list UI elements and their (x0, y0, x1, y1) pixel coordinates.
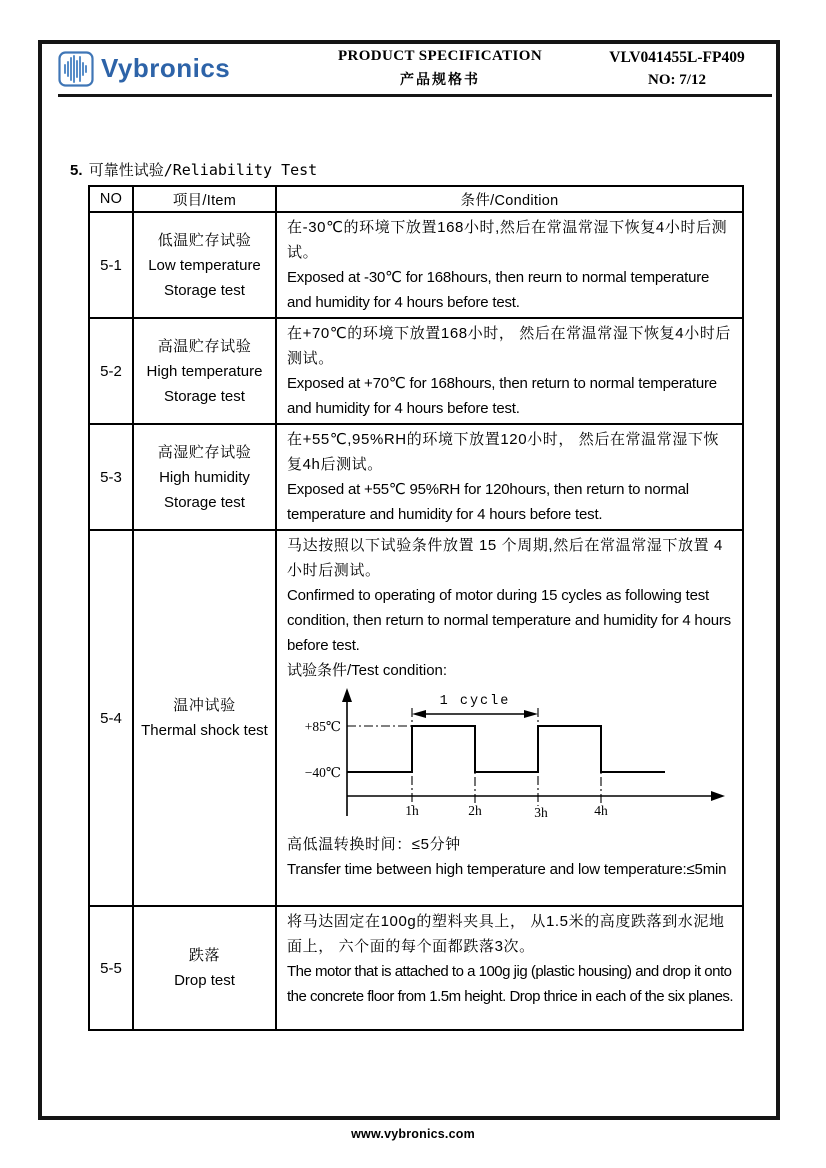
reliability-test-table (88, 185, 744, 1031)
logo-text: Vybronics (101, 53, 231, 83)
cycle-label: 1 cycle (439, 694, 511, 709)
section-number: 5. (70, 162, 83, 179)
x-tick-3h: 3h (534, 805, 548, 820)
condition-zh: 将马达固定在100g的塑料夹具上， 从1.5米的高度跌落到水泥地面上， 六个面的每个面都跌落3次。 (287, 913, 725, 955)
item-cell (133, 424, 276, 530)
condition-en: Exposed at -30℃ for 168hours, then reurn to normal temperature and humidity for 4 hours before test. (287, 269, 710, 311)
item-cell (133, 318, 276, 424)
transfer-time-zh: 高低温转换时间：≤5分钟 (287, 836, 461, 853)
condition-zh: 在+55℃,95%RH的环境下放置120小时， 然后在常温常湿下恢复4h后测试。 (287, 431, 720, 473)
condition-zh: 马达按照以下试验条件放置 15 个周期,然后在常温常湿下放置 4 小时后测试。 (287, 537, 723, 579)
page-number: NO: 7/12 (648, 71, 706, 88)
condition-en: Confirmed to operating of motor during 15 cycles as following test condition, then return to normal temperature and humidity for 4 hours before test. (287, 587, 731, 654)
condition-cell (276, 212, 743, 318)
condition-en: The motor that is attached to a 100g jig (plastic housing) and drop it onto the concrete floor from 1.5m height. Drop thrice in each of the six planes. (287, 963, 734, 1005)
vybronics-logo (58, 51, 296, 87)
page-frame (38, 40, 780, 1120)
item-zh: 高湿贮存试验 (157, 443, 252, 461)
transfer-time-en: Transfer time between high temperature and low temperature:≤5min (287, 861, 727, 878)
item-cell (133, 212, 276, 318)
table-row (89, 318, 743, 424)
row-no-cell: 5-4 (89, 530, 133, 906)
section-heading (70, 159, 776, 180)
vybronics-waveform-icon (58, 51, 94, 87)
condition-cell (276, 906, 743, 1030)
item-en: High temperature Storage test (146, 362, 263, 405)
item-zh: 跌落 (188, 947, 221, 964)
item-zh: 低温贮存试验 (157, 231, 252, 249)
x-axis-arrow (711, 791, 725, 801)
condition-cell (276, 318, 743, 424)
row-no-cell: 5-3 (89, 424, 133, 530)
x-tick-2h: 2h (468, 803, 482, 818)
row-no-cell: 5-1 (89, 212, 133, 318)
row-no-cell: 5-2 (89, 318, 133, 424)
table-row (89, 212, 743, 318)
thermal-shock-diagram (287, 684, 734, 832)
item-zh: 高温贮存试验 (157, 337, 252, 355)
item-en: High humidity Storage test (159, 468, 250, 511)
col-header-no: NO (89, 186, 133, 212)
col-header-item: 项目/Item (133, 186, 276, 212)
item-zh: 温冲试验 (173, 697, 236, 714)
item-cell (133, 530, 276, 906)
thermal-shock-cycle-chart (287, 684, 739, 824)
cycle-span-arrow (412, 710, 538, 718)
row-no-cell: 5-5 (89, 906, 133, 1030)
section-title: 可靠性试验/Reliability Test (88, 161, 318, 179)
document-header (58, 44, 772, 97)
x-tick-4h: 4h (594, 803, 608, 818)
item-en: Thermal shock test (141, 722, 268, 739)
col-header-condition: 条件/Condition (276, 186, 743, 212)
x-tick-1h: 1h (405, 803, 419, 818)
header-title-block (296, 48, 584, 89)
condition-cell (276, 530, 743, 906)
condition-zh: 在+70℃的环境下放置168小时， 然后在常温常湿下恢复4小时后测试。 (287, 325, 732, 367)
y-axis-arrow (342, 688, 352, 702)
condition-zh: 在-30℃的环境下放置168小时,然后在常温常湿下恢复4小时后测试。 (287, 219, 728, 261)
square-wave (347, 726, 665, 772)
footer-website: www.vybronics.com (351, 1127, 475, 1141)
test-condition-label: 试验条件/Test condition: (287, 662, 448, 679)
table-row (89, 906, 743, 1030)
table-row (89, 424, 743, 530)
item-cell (133, 906, 276, 1030)
condition-en: Exposed at +55℃ 95%RH for 120hours, then return to normal temperature and humidity for 4 hours before test. (287, 481, 689, 523)
table-header-row (89, 186, 743, 212)
item-en: Low temperature Storage test (148, 256, 261, 299)
y-label-high: +85℃ (304, 719, 341, 734)
doc-number: VLV041455L-FP409 (609, 48, 745, 66)
item-en: Drop test (174, 972, 235, 989)
condition-cell (276, 424, 743, 530)
table-row (89, 530, 743, 906)
header-doc-info (584, 49, 770, 89)
product-spec-title-zh: 产品规格书 (400, 73, 480, 88)
condition-en: Exposed at +70℃ for 168hours, then return to normal temperature and humidity for 4 hours before test. (287, 375, 717, 417)
product-spec-title-en: PRODUCT SPECIFICATION (337, 48, 543, 64)
y-label-low: −40℃ (304, 765, 341, 780)
